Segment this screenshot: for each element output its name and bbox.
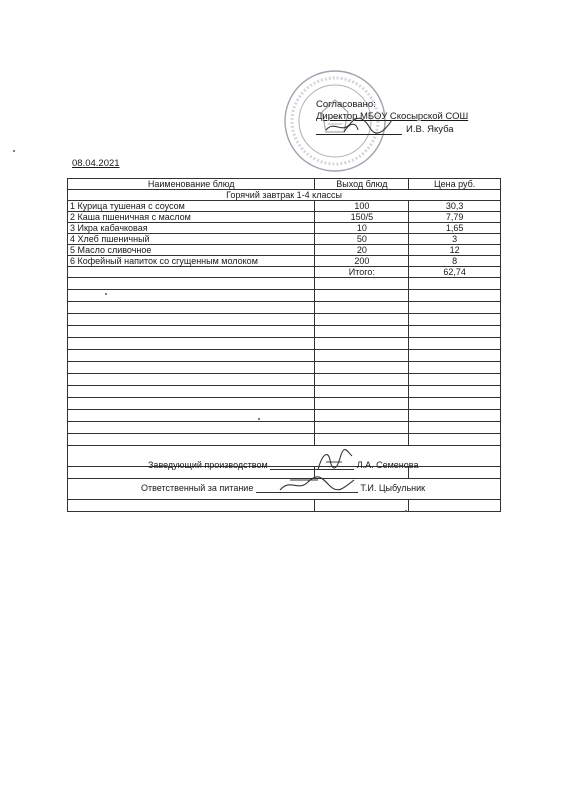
table-row <box>68 223 501 234</box>
dish-portion: 20 <box>315 245 409 256</box>
manager-signature <box>148 460 418 470</box>
table-row <box>68 234 501 245</box>
header-portion: Выход блюд <box>315 179 409 190</box>
blank-row <box>68 398 501 410</box>
responsible-handwritten-signature <box>278 474 356 494</box>
approval-signature-row <box>316 124 476 136</box>
blank-row <box>68 500 501 512</box>
dish-price: 12 <box>409 245 501 256</box>
approval-label: Согласовано: <box>316 99 376 110</box>
total-empty-cell <box>68 267 315 278</box>
blank-row <box>68 410 501 422</box>
section-title: Горячий завтрак 1-4 классы <box>68 190 501 201</box>
total-row <box>68 267 501 278</box>
total-label: Итого: <box>315 267 409 278</box>
blank-row <box>68 302 501 314</box>
section-row <box>68 190 501 201</box>
dish-name: 6 Кофейный напиток со сгущенным молоком <box>68 256 315 267</box>
total-value: 62,74 <box>409 267 501 278</box>
blank-row <box>68 278 501 290</box>
blank-row <box>68 362 501 374</box>
manager-handwritten-signature <box>312 448 358 474</box>
dish-name: 4 Хлеб пшеничный <box>68 234 315 245</box>
approval-signer-name: И.В. Якуба <box>406 124 454 135</box>
dish-price: 7,79 <box>409 212 501 223</box>
dish-portion: 50 <box>315 234 409 245</box>
blank-row <box>68 326 501 338</box>
dish-portion: 200 <box>315 256 409 267</box>
responsible-title: Ответственный за питание <box>141 483 254 493</box>
blank-row <box>68 386 501 398</box>
dish-name: 3 Икра кабачковая <box>68 223 315 234</box>
table-row <box>68 256 501 267</box>
responsible-name: Т.И. Цыбульник <box>360 483 426 493</box>
scan-speck <box>405 510 407 512</box>
dish-name: 1 Курица тушеная с соусом <box>68 201 315 212</box>
manager-title: Заведующий производством <box>148 460 268 470</box>
table-row <box>68 212 501 223</box>
dish-portion: 100 <box>315 201 409 212</box>
dish-name: 5 Масло сливочное <box>68 245 315 256</box>
dish-price: 30,3 <box>409 201 501 212</box>
dish-price: 3 <box>409 234 501 245</box>
document-date: 08.04.2021 <box>72 158 120 169</box>
dish-name: 2 Каша пшеничная с маслом <box>68 212 315 223</box>
blank-row <box>68 338 501 350</box>
blank-row <box>68 314 501 326</box>
blank-row <box>68 422 501 434</box>
table-header-row <box>68 179 501 190</box>
blank-row <box>68 374 501 386</box>
table-row <box>68 245 501 256</box>
table-row <box>68 201 501 212</box>
manager-name: Л.А. Семенова <box>356 460 419 470</box>
scan-speck <box>258 418 260 420</box>
header-price: Цена руб. <box>409 179 501 190</box>
scan-speck <box>105 293 107 295</box>
dish-price: 8 <box>409 256 501 267</box>
dish-price: 1,65 <box>409 223 501 234</box>
approval-position: Директор МБОУ Скосырской СОШ <box>316 111 469 122</box>
dish-portion: 150/5 <box>315 212 409 223</box>
header-dish-name: Наименование блюд <box>68 179 315 190</box>
blank-row <box>68 350 501 362</box>
blank-row <box>68 434 501 446</box>
approval-signature <box>324 116 394 136</box>
scan-speck <box>13 150 15 152</box>
dish-portion: 10 <box>315 223 409 234</box>
blank-row <box>68 290 501 302</box>
